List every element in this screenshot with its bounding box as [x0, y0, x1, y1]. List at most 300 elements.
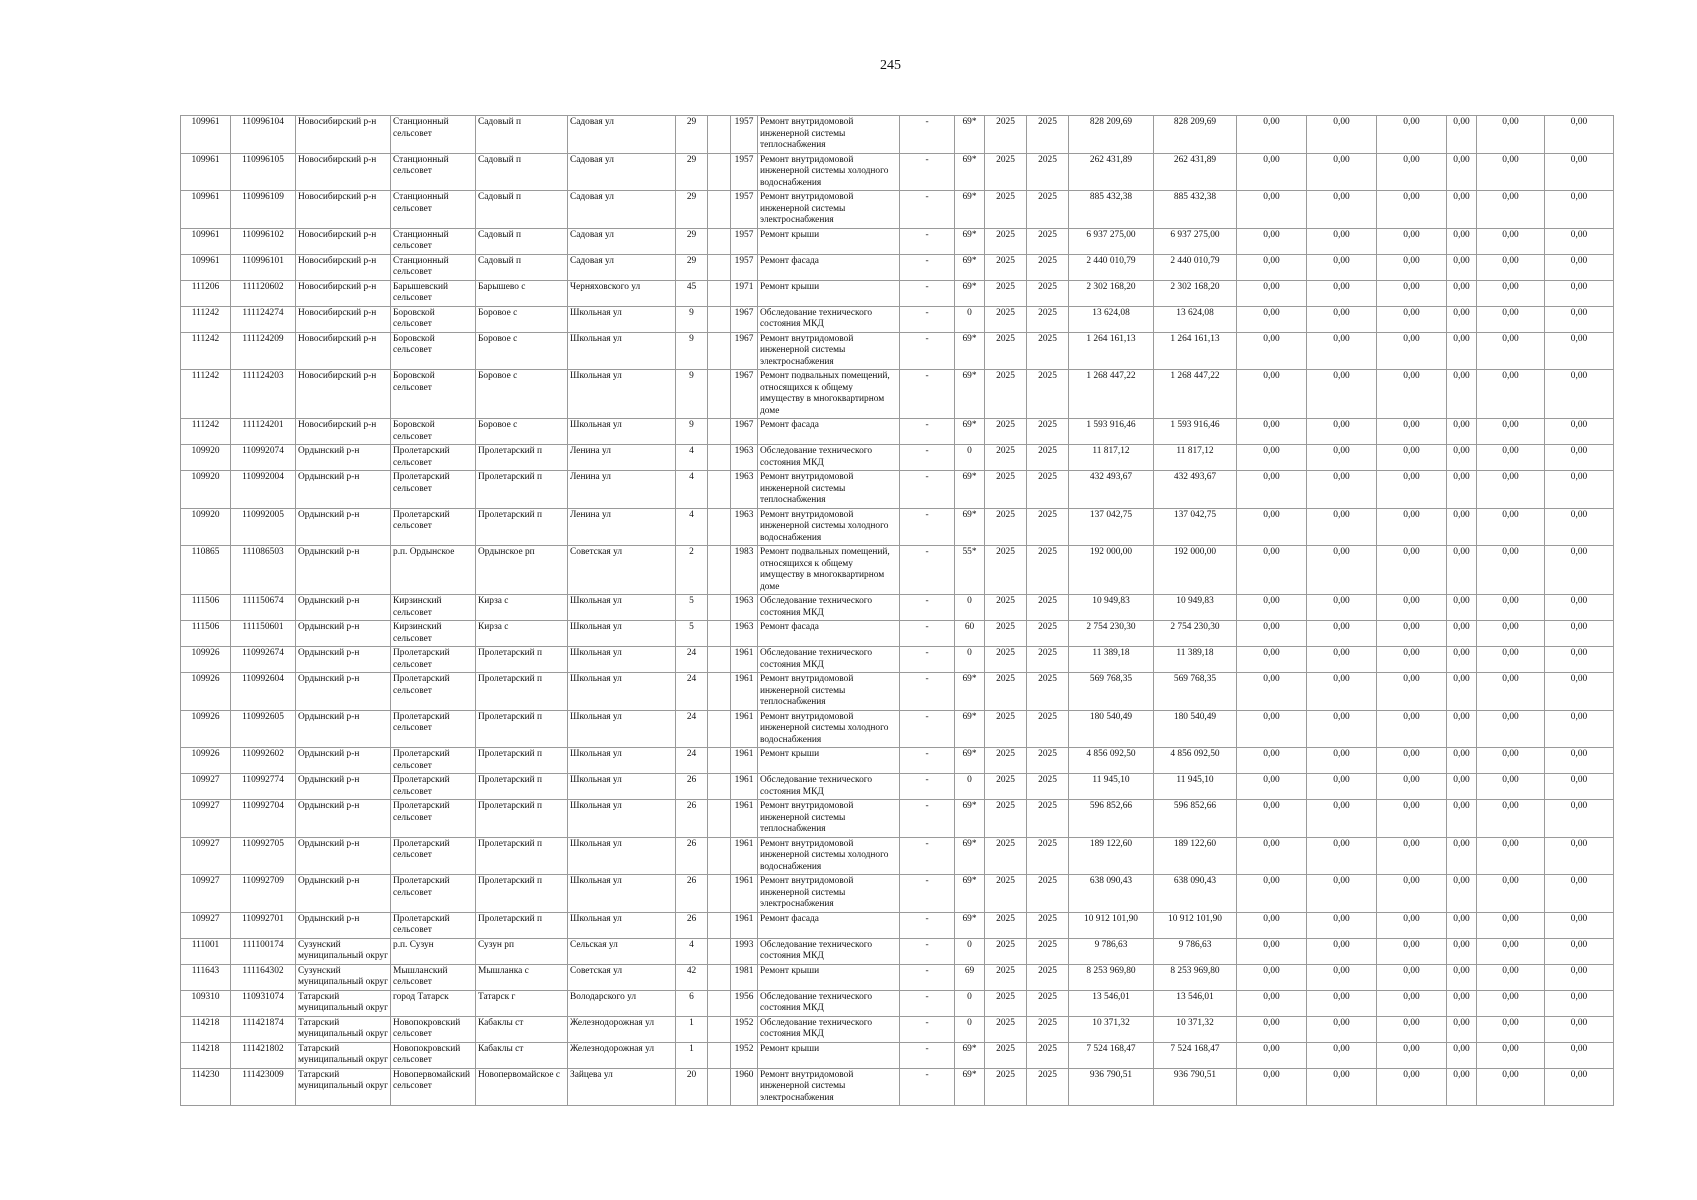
funds-cell-2: 0,00	[1307, 280, 1377, 306]
settlement-cell: Пролетарский сельсовет	[391, 875, 476, 913]
dash-cell: -	[900, 673, 955, 711]
district-cell: Ордынский р-н	[296, 800, 391, 838]
funds-cell-6: 0,00	[1545, 621, 1614, 647]
house-id-cell: 109927	[181, 837, 231, 875]
funds-cell-5: 0,00	[1477, 419, 1545, 445]
funds-cell-6: 0,00	[1545, 228, 1614, 254]
building-cell	[708, 546, 731, 595]
total-cost-cell: 6 937 275,00	[1069, 228, 1154, 254]
year-built-cell: 1957	[731, 228, 758, 254]
table-row	[181, 964, 1614, 990]
building-cell	[708, 800, 731, 838]
house-number-cell: 6	[676, 990, 708, 1016]
settlement-cell: Мышланский сельсовет	[391, 964, 476, 990]
house-id-cell: 109961	[181, 191, 231, 229]
work-type-cell: Ремонт внутридомовой инженерной системы теплоснабжения	[758, 800, 900, 838]
funds-cell-1: 0,00	[1237, 938, 1307, 964]
year-start-cell: 2025	[985, 546, 1027, 595]
year-end-cell: 2025	[1027, 508, 1069, 546]
table-body	[181, 116, 1614, 1106]
year-built-cell: 1981	[731, 964, 758, 990]
dash-cell: -	[900, 774, 955, 800]
table-row	[181, 647, 1614, 673]
funds-cell-5: 0,00	[1477, 1042, 1545, 1068]
year-end-cell: 2025	[1027, 621, 1069, 647]
table-row	[181, 370, 1614, 419]
dash-cell: -	[900, 116, 955, 154]
funds-cell-4: 0,00	[1447, 1042, 1477, 1068]
table-row	[181, 332, 1614, 370]
district-cell: Ордынский р-н	[296, 647, 391, 673]
year-start-cell: 2025	[985, 595, 1027, 621]
table-row	[181, 445, 1614, 471]
funds-cell-1: 0,00	[1237, 471, 1307, 509]
work-type-cell: Ремонт крыши	[758, 964, 900, 990]
year-end-cell: 2025	[1027, 116, 1069, 154]
work-id-cell: 110992674	[231, 647, 296, 673]
year-start-cell: 2025	[985, 1016, 1027, 1042]
funds-cell-5: 0,00	[1477, 1016, 1545, 1042]
work-type-cell: Ремонт фасада	[758, 621, 900, 647]
year-end-cell: 2025	[1027, 912, 1069, 938]
year-start-cell: 2025	[985, 153, 1027, 191]
year-start-cell: 2025	[985, 964, 1027, 990]
locality-cell: Пролетарский п	[476, 748, 568, 774]
funds-cell-1: 0,00	[1237, 774, 1307, 800]
wear-percent-cell: 69*	[955, 508, 985, 546]
funds-cell-5: 0,00	[1477, 332, 1545, 370]
house-number-cell: 5	[676, 621, 708, 647]
house-id-cell: 111506	[181, 595, 231, 621]
funds-cell-5: 0,00	[1477, 710, 1545, 748]
year-end-cell: 2025	[1027, 875, 1069, 913]
settlement-cell: Пролетарский сельсовет	[391, 673, 476, 711]
work-type-cell: Ремонт фасада	[758, 254, 900, 280]
funds-cell-3: 0,00	[1377, 621, 1447, 647]
total-cost-cell: 10 949,83	[1069, 595, 1154, 621]
district-cell: Новосибирский р-н	[296, 191, 391, 229]
district-cell: Новосибирский р-н	[296, 116, 391, 154]
house-id-cell: 109927	[181, 912, 231, 938]
district-cell: Ордынский р-н	[296, 710, 391, 748]
district-cell: Новосибирский р-н	[296, 370, 391, 419]
work-type-cell: Ремонт внутридомовой инженерной системы холодного водоснабжения	[758, 153, 900, 191]
funds-cell-1: 0,00	[1237, 912, 1307, 938]
house-number-cell: 1	[676, 1016, 708, 1042]
locality-cell: Кабаклы ст	[476, 1042, 568, 1068]
district-cell: Ордынский р-н	[296, 774, 391, 800]
funds-cell-5: 0,00	[1477, 280, 1545, 306]
house-id-cell: 111242	[181, 306, 231, 332]
house-id-cell: 109961	[181, 228, 231, 254]
work-type-cell: Ремонт внутридомовой инженерной системы электроснабжения	[758, 332, 900, 370]
work-type-cell: Ремонт внутридомовой инженерной системы холодного водоснабжения	[758, 508, 900, 546]
funds-cell-3: 0,00	[1377, 647, 1447, 673]
year-end-cell: 2025	[1027, 153, 1069, 191]
owners-funds-cell: 638 090,43	[1154, 875, 1237, 913]
work-type-cell: Обследование технического состояния МКД	[758, 774, 900, 800]
house-number-cell: 9	[676, 332, 708, 370]
total-cost-cell: 638 090,43	[1069, 875, 1154, 913]
settlement-cell: Пролетарский сельсовет	[391, 748, 476, 774]
funds-cell-5: 0,00	[1477, 837, 1545, 875]
year-end-cell: 2025	[1027, 471, 1069, 509]
funds-cell-6: 0,00	[1545, 546, 1614, 595]
total-cost-cell: 2 440 010,79	[1069, 254, 1154, 280]
year-built-cell: 1957	[731, 254, 758, 280]
locality-cell: Боровое с	[476, 332, 568, 370]
district-cell: Новосибирский р-н	[296, 419, 391, 445]
locality-cell: Новопервомайское с	[476, 1068, 568, 1106]
locality-cell: Садовый п	[476, 228, 568, 254]
year-end-cell: 2025	[1027, 228, 1069, 254]
total-cost-cell: 1 593 916,46	[1069, 419, 1154, 445]
wear-percent-cell: 0	[955, 938, 985, 964]
table-row	[181, 774, 1614, 800]
table-row	[181, 875, 1614, 913]
funds-cell-2: 0,00	[1307, 228, 1377, 254]
funds-cell-2: 0,00	[1307, 1068, 1377, 1106]
funds-cell-3: 0,00	[1377, 370, 1447, 419]
owners-funds-cell: 4 856 092,50	[1154, 748, 1237, 774]
district-cell: Татарский муниципальный округ	[296, 1016, 391, 1042]
year-start-cell: 2025	[985, 1068, 1027, 1106]
building-cell	[708, 748, 731, 774]
dash-cell: -	[900, 912, 955, 938]
funds-cell-1: 0,00	[1237, 964, 1307, 990]
wear-percent-cell: 69*	[955, 419, 985, 445]
funds-cell-6: 0,00	[1545, 647, 1614, 673]
dash-cell: -	[900, 370, 955, 419]
settlement-cell: Пролетарский сельсовет	[391, 774, 476, 800]
locality-cell: Пролетарский п	[476, 471, 568, 509]
district-cell: Сузунский муниципальный округ	[296, 964, 391, 990]
funds-cell-3: 0,00	[1377, 938, 1447, 964]
funds-cell-3: 0,00	[1377, 332, 1447, 370]
settlement-cell: Боровской сельсовет	[391, 332, 476, 370]
district-cell: Ордынский р-н	[296, 445, 391, 471]
dash-cell: -	[900, 875, 955, 913]
table-row	[181, 673, 1614, 711]
owners-funds-cell: 596 852,66	[1154, 800, 1237, 838]
funds-cell-3: 0,00	[1377, 774, 1447, 800]
building-cell	[708, 912, 731, 938]
funds-cell-2: 0,00	[1307, 508, 1377, 546]
funds-cell-3: 0,00	[1377, 546, 1447, 595]
settlement-cell: Пролетарский сельсовет	[391, 800, 476, 838]
year-start-cell: 2025	[985, 621, 1027, 647]
house-id-cell: 109310	[181, 990, 231, 1016]
year-start-cell: 2025	[985, 419, 1027, 445]
funds-cell-6: 0,00	[1545, 990, 1614, 1016]
funds-cell-1: 0,00	[1237, 990, 1307, 1016]
street-cell: Школьная ул	[568, 621, 676, 647]
funds-cell-5: 0,00	[1477, 647, 1545, 673]
house-id-cell: 109926	[181, 673, 231, 711]
table-row	[181, 800, 1614, 838]
year-end-cell: 2025	[1027, 1042, 1069, 1068]
house-id-cell: 110865	[181, 546, 231, 595]
street-cell: Железнодорожная ул	[568, 1042, 676, 1068]
table-row	[181, 938, 1614, 964]
table-row	[181, 116, 1614, 154]
work-type-cell: Ремонт внутридомовой инженерной системы теплоснабжения	[758, 673, 900, 711]
year-start-cell: 2025	[985, 647, 1027, 673]
funds-cell-3: 0,00	[1377, 964, 1447, 990]
table-row	[181, 710, 1614, 748]
funds-cell-1: 0,00	[1237, 1016, 1307, 1042]
total-cost-cell: 1 264 161,13	[1069, 332, 1154, 370]
funds-cell-3: 0,00	[1377, 254, 1447, 280]
funds-cell-4: 0,00	[1447, 837, 1477, 875]
house-id-cell: 114218	[181, 1042, 231, 1068]
locality-cell: Пролетарский п	[476, 508, 568, 546]
year-end-cell: 2025	[1027, 710, 1069, 748]
work-id-cell: 111120602	[231, 280, 296, 306]
year-end-cell: 2025	[1027, 647, 1069, 673]
year-built-cell: 1961	[731, 710, 758, 748]
work-type-cell: Ремонт внутридомовой инженерной системы электроснабжения	[758, 191, 900, 229]
house-id-cell: 109920	[181, 508, 231, 546]
owners-funds-cell: 180 540,49	[1154, 710, 1237, 748]
building-cell	[708, 228, 731, 254]
wear-percent-cell: 0	[955, 990, 985, 1016]
funds-cell-5: 0,00	[1477, 546, 1545, 595]
settlement-cell: Боровской сельсовет	[391, 419, 476, 445]
street-cell: Школьная ул	[568, 748, 676, 774]
work-id-cell: 110996104	[231, 116, 296, 154]
year-built-cell: 1993	[731, 938, 758, 964]
funds-cell-4: 0,00	[1447, 875, 1477, 913]
table-row	[181, 228, 1614, 254]
funds-cell-3: 0,00	[1377, 875, 1447, 913]
building-cell	[708, 370, 731, 419]
wear-percent-cell: 69*	[955, 800, 985, 838]
settlement-cell: Пролетарский сельсовет	[391, 837, 476, 875]
funds-cell-6: 0,00	[1545, 964, 1614, 990]
year-built-cell: 1961	[731, 647, 758, 673]
funds-cell-4: 0,00	[1447, 748, 1477, 774]
work-type-cell: Ремонт подвальных помещений, относящихся к общему имуществу в многоквартирном доме	[758, 370, 900, 419]
year-built-cell: 1967	[731, 332, 758, 370]
funds-cell-4: 0,00	[1447, 546, 1477, 595]
funds-cell-4: 0,00	[1447, 774, 1477, 800]
year-start-cell: 2025	[985, 370, 1027, 419]
year-built-cell: 1963	[731, 471, 758, 509]
funds-cell-2: 0,00	[1307, 748, 1377, 774]
settlement-cell: р.п. Сузун	[391, 938, 476, 964]
funds-cell-3: 0,00	[1377, 153, 1447, 191]
funds-cell-6: 0,00	[1545, 306, 1614, 332]
locality-cell: Садовый п	[476, 191, 568, 229]
funds-cell-1: 0,00	[1237, 1068, 1307, 1106]
year-end-cell: 2025	[1027, 254, 1069, 280]
settlement-cell: Пролетарский сельсовет	[391, 647, 476, 673]
settlement-cell: Пролетарский сельсовет	[391, 710, 476, 748]
work-id-cell: 110992709	[231, 875, 296, 913]
funds-cell-5: 0,00	[1477, 964, 1545, 990]
building-cell	[708, 964, 731, 990]
locality-cell: Пролетарский п	[476, 912, 568, 938]
table-row	[181, 621, 1614, 647]
funds-cell-1: 0,00	[1237, 306, 1307, 332]
building-cell	[708, 1016, 731, 1042]
year-built-cell: 1961	[731, 875, 758, 913]
funds-cell-2: 0,00	[1307, 647, 1377, 673]
work-id-cell: 111164302	[231, 964, 296, 990]
dash-cell: -	[900, 647, 955, 673]
funds-cell-4: 0,00	[1447, 710, 1477, 748]
funds-cell-2: 0,00	[1307, 419, 1377, 445]
work-id-cell: 111124203	[231, 370, 296, 419]
table-row	[181, 254, 1614, 280]
funds-cell-4: 0,00	[1447, 280, 1477, 306]
year-built-cell: 1963	[731, 621, 758, 647]
funds-cell-4: 0,00	[1447, 306, 1477, 332]
district-cell: Новосибирский р-н	[296, 254, 391, 280]
building-cell	[708, 875, 731, 913]
settlement-cell: Станционный сельсовет	[391, 228, 476, 254]
year-end-cell: 2025	[1027, 370, 1069, 419]
year-built-cell: 1960	[731, 1068, 758, 1106]
district-cell: Ордынский р-н	[296, 546, 391, 595]
year-built-cell: 1961	[731, 774, 758, 800]
table-row	[181, 1068, 1614, 1106]
owners-funds-cell: 2 302 168,20	[1154, 280, 1237, 306]
street-cell: Садовая ул	[568, 116, 676, 154]
funds-cell-6: 0,00	[1545, 938, 1614, 964]
funds-cell-2: 0,00	[1307, 912, 1377, 938]
funds-cell-5: 0,00	[1477, 875, 1545, 913]
dash-cell: -	[900, 990, 955, 1016]
street-cell: Володарского ул	[568, 990, 676, 1016]
funds-cell-5: 0,00	[1477, 508, 1545, 546]
total-cost-cell: 192 000,00	[1069, 546, 1154, 595]
year-built-cell: 1967	[731, 419, 758, 445]
district-cell: Новосибирский р-н	[296, 228, 391, 254]
funds-cell-1: 0,00	[1237, 191, 1307, 229]
funds-cell-5: 0,00	[1477, 228, 1545, 254]
funds-cell-5: 0,00	[1477, 621, 1545, 647]
funds-cell-4: 0,00	[1447, 228, 1477, 254]
house-number-cell: 9	[676, 370, 708, 419]
work-type-cell: Обследование технического состояния МКД	[758, 647, 900, 673]
house-id-cell: 111001	[181, 938, 231, 964]
table-row	[181, 912, 1614, 938]
funds-cell-3: 0,00	[1377, 1068, 1447, 1106]
work-id-cell: 111100174	[231, 938, 296, 964]
funds-cell-1: 0,00	[1237, 748, 1307, 774]
street-cell: Садовая ул	[568, 153, 676, 191]
year-end-cell: 2025	[1027, 1068, 1069, 1106]
street-cell: Сельская ул	[568, 938, 676, 964]
funds-cell-6: 0,00	[1545, 1016, 1614, 1042]
district-cell: Ордынский р-н	[296, 471, 391, 509]
funds-cell-1: 0,00	[1237, 1042, 1307, 1068]
total-cost-cell: 432 493,67	[1069, 471, 1154, 509]
district-cell: Ордынский р-н	[296, 875, 391, 913]
settlement-cell: Станционный сельсовет	[391, 116, 476, 154]
year-built-cell: 1952	[731, 1016, 758, 1042]
district-cell: Новосибирский р-н	[296, 153, 391, 191]
street-cell: Школьная ул	[568, 774, 676, 800]
house-id-cell: 114218	[181, 1016, 231, 1042]
work-id-cell: 110996101	[231, 254, 296, 280]
owners-funds-cell: 432 493,67	[1154, 471, 1237, 509]
total-cost-cell: 11 945,10	[1069, 774, 1154, 800]
year-start-cell: 2025	[985, 228, 1027, 254]
funds-cell-3: 0,00	[1377, 912, 1447, 938]
year-end-cell: 2025	[1027, 306, 1069, 332]
owners-funds-cell: 13 546,01	[1154, 990, 1237, 1016]
funds-cell-1: 0,00	[1237, 445, 1307, 471]
funds-cell-2: 0,00	[1307, 595, 1377, 621]
wear-percent-cell: 69*	[955, 191, 985, 229]
building-cell	[708, 837, 731, 875]
funds-cell-6: 0,00	[1545, 774, 1614, 800]
work-type-cell: Обследование технического состояния МКД	[758, 595, 900, 621]
total-cost-cell: 10 371,32	[1069, 1016, 1154, 1042]
locality-cell: Садовый п	[476, 254, 568, 280]
funds-cell-2: 0,00	[1307, 1042, 1377, 1068]
year-end-cell: 2025	[1027, 774, 1069, 800]
funds-cell-4: 0,00	[1447, 912, 1477, 938]
funds-cell-6: 0,00	[1545, 1042, 1614, 1068]
repair-program-table-container	[180, 115, 1613, 1106]
total-cost-cell: 8 253 969,80	[1069, 964, 1154, 990]
work-id-cell: 111150601	[231, 621, 296, 647]
house-number-cell: 4	[676, 508, 708, 546]
district-cell: Ордынский р-н	[296, 912, 391, 938]
work-id-cell: 110931074	[231, 990, 296, 1016]
work-type-cell: Ремонт внутридомовой инженерной системы холодного водоснабжения	[758, 837, 900, 875]
street-cell: Школьная ул	[568, 647, 676, 673]
funds-cell-4: 0,00	[1447, 621, 1477, 647]
owners-funds-cell: 1 593 916,46	[1154, 419, 1237, 445]
funds-cell-1: 0,00	[1237, 621, 1307, 647]
district-cell: Новосибирский р-н	[296, 306, 391, 332]
funds-cell-6: 0,00	[1545, 370, 1614, 419]
work-type-cell: Обследование технического состояния МКД	[758, 445, 900, 471]
dash-cell: -	[900, 254, 955, 280]
table-row	[181, 471, 1614, 509]
year-built-cell: 1957	[731, 153, 758, 191]
owners-funds-cell: 11 389,18	[1154, 647, 1237, 673]
wear-percent-cell: 60	[955, 621, 985, 647]
total-cost-cell: 7 524 168,47	[1069, 1042, 1154, 1068]
dash-cell: -	[900, 837, 955, 875]
house-number-cell: 29	[676, 116, 708, 154]
total-cost-cell: 2 302 168,20	[1069, 280, 1154, 306]
district-cell: Новосибирский р-н	[296, 332, 391, 370]
wear-percent-cell: 69	[955, 964, 985, 990]
funds-cell-4: 0,00	[1447, 153, 1477, 191]
funds-cell-3: 0,00	[1377, 419, 1447, 445]
funds-cell-2: 0,00	[1307, 710, 1377, 748]
year-built-cell: 1963	[731, 595, 758, 621]
settlement-cell: Барышевский сельсовет	[391, 280, 476, 306]
year-start-cell: 2025	[985, 306, 1027, 332]
district-cell: Татарский муниципальный округ	[296, 1042, 391, 1068]
funds-cell-1: 0,00	[1237, 546, 1307, 595]
year-built-cell: 1961	[731, 837, 758, 875]
funds-cell-5: 0,00	[1477, 1068, 1545, 1106]
funds-cell-5: 0,00	[1477, 912, 1545, 938]
year-end-cell: 2025	[1027, 837, 1069, 875]
table-row	[181, 419, 1614, 445]
funds-cell-4: 0,00	[1447, 800, 1477, 838]
year-built-cell: 1957	[731, 191, 758, 229]
